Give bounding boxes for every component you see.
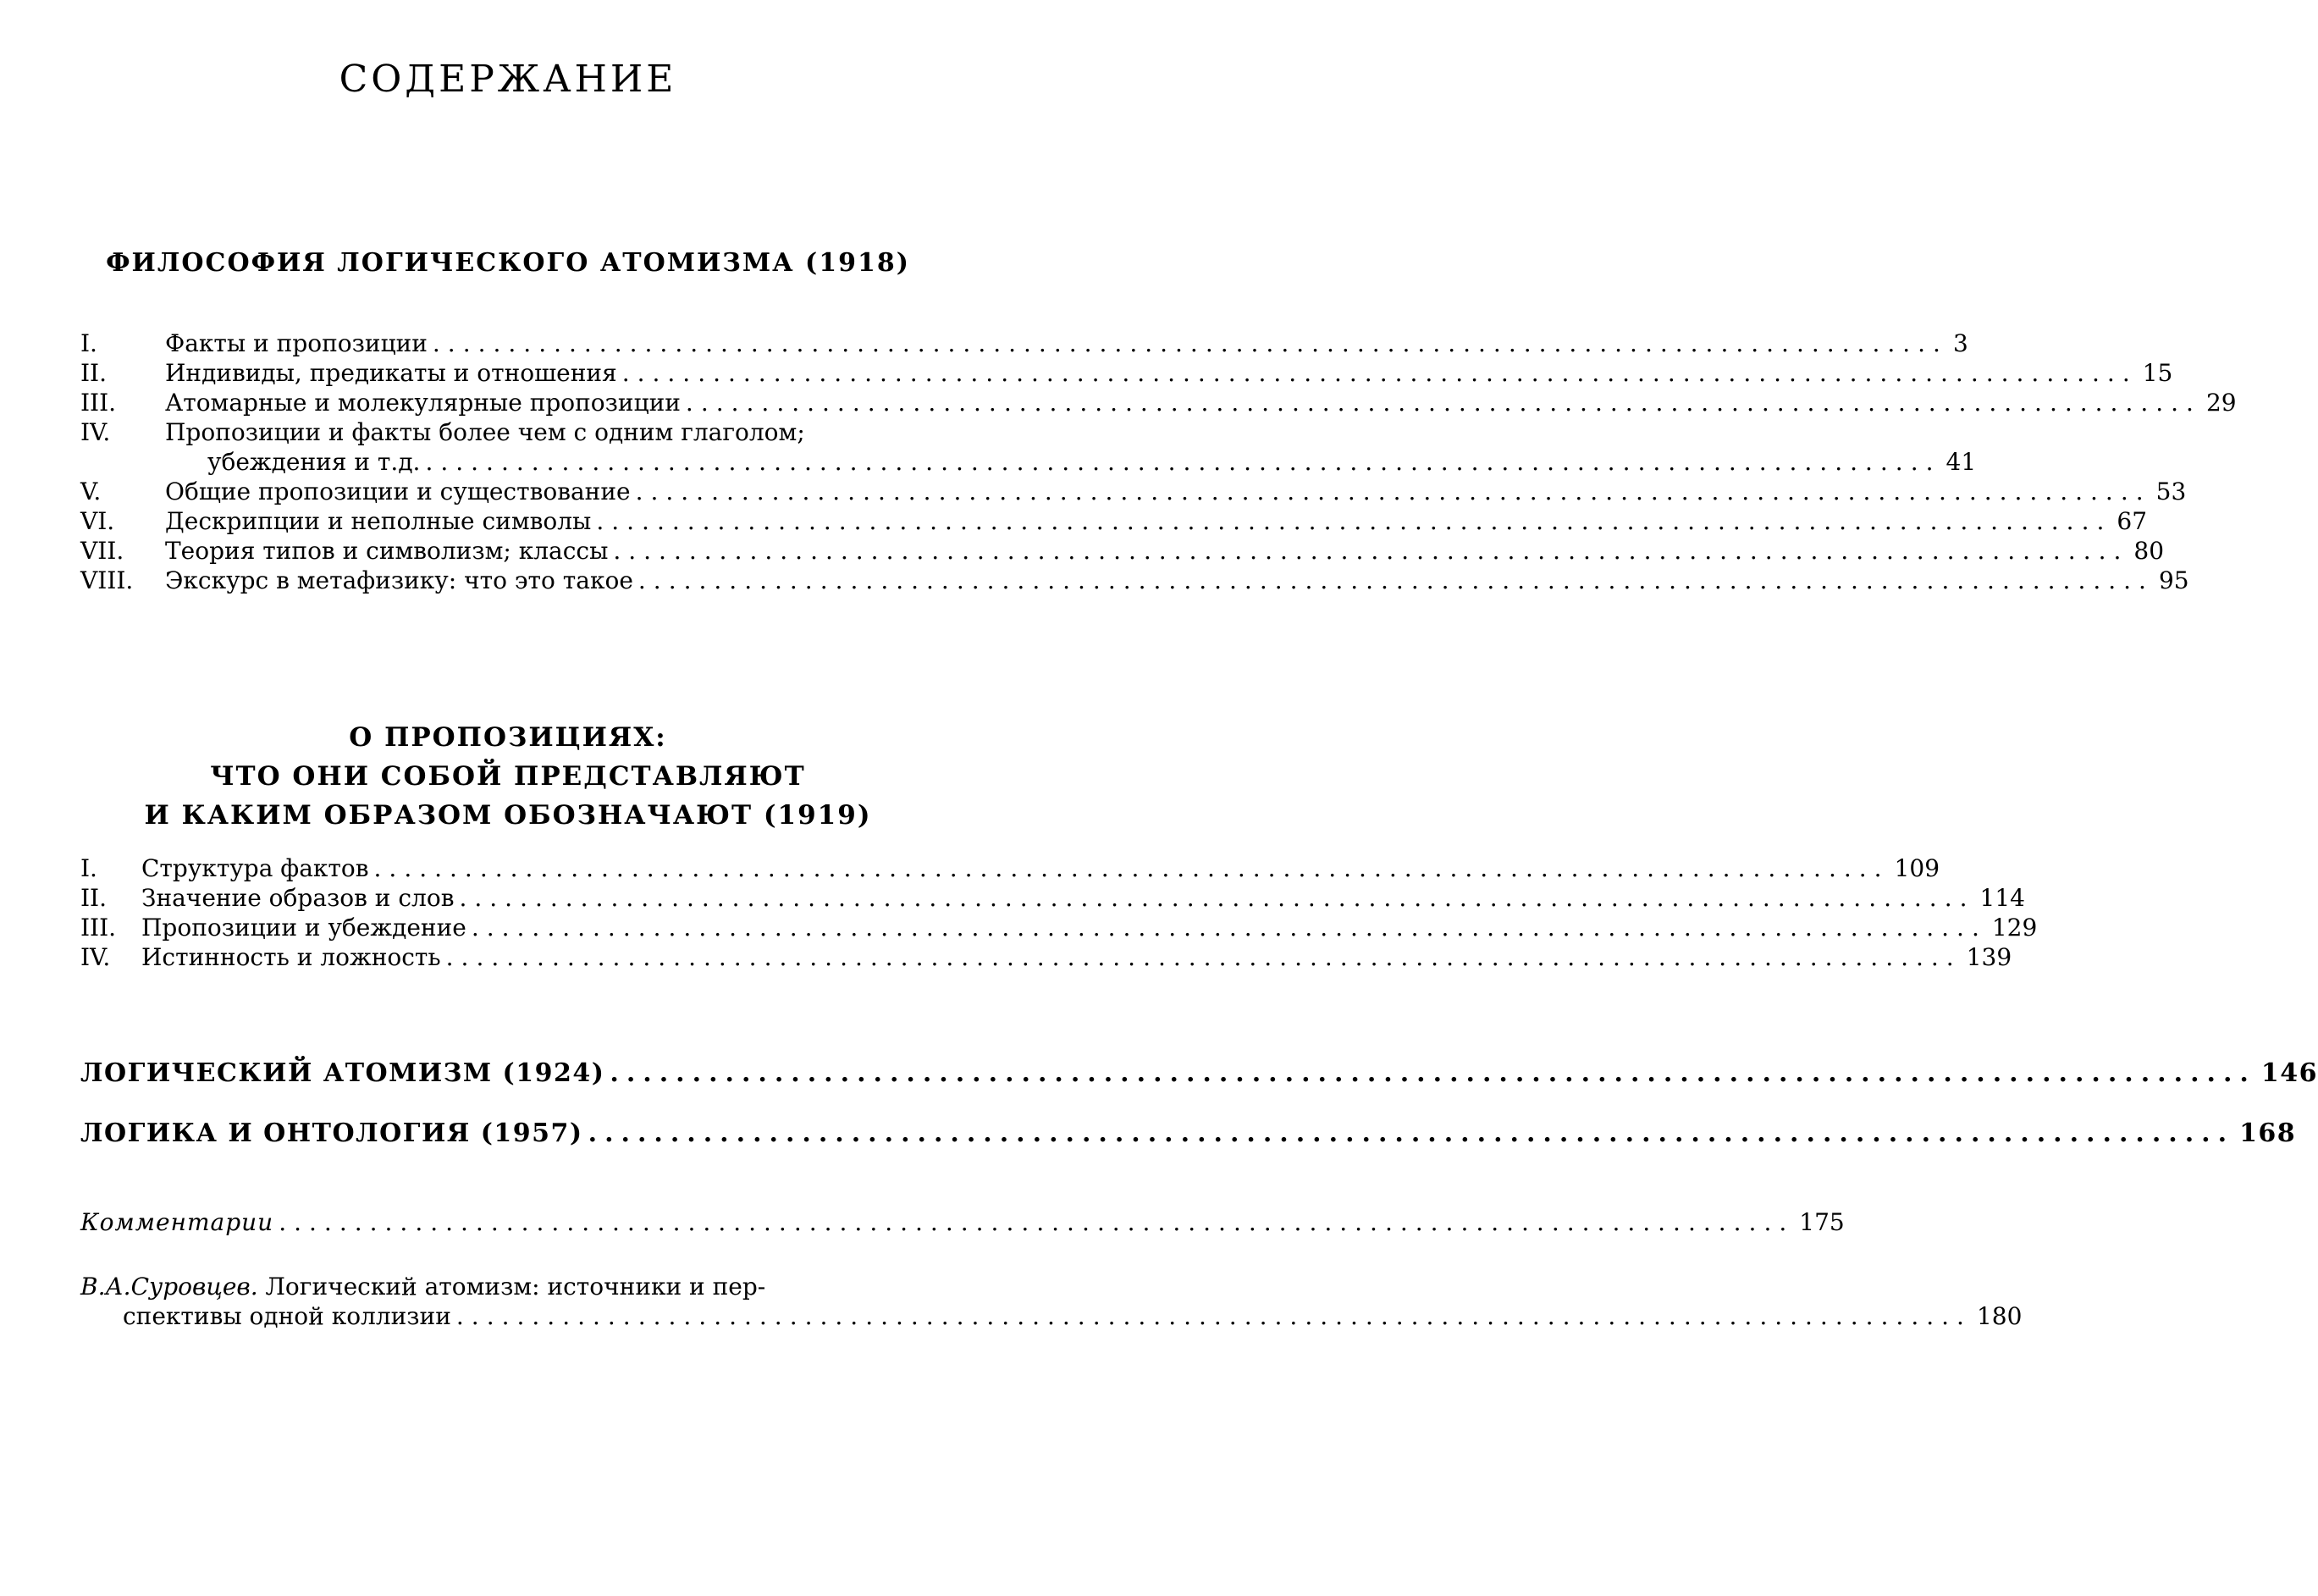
entry-page: 139: [1966, 943, 2012, 971]
toc-entry[interactable]: [80, 566, 2189, 594]
dot-leader: ....................................................................................................: [432, 329, 1948, 357]
entry-title: ЛОГИЧЕСКИЙ АТОМИЗМ (1924): [80, 1058, 605, 1088]
entry-title: ЛОГИКА И ОНТОЛОГИЯ (1957): [80, 1118, 583, 1148]
entry-number: III.: [80, 914, 117, 942]
entry-number: III.: [80, 389, 117, 417]
entry-page: 29: [2205, 389, 2237, 417]
entry-title: Значение образов и слов: [141, 884, 455, 912]
entry-page: 95: [2158, 566, 2189, 594]
entry-number: II.: [80, 359, 108, 387]
entry-page: 80: [2133, 537, 2165, 565]
essay-title: Логический атомизм: источники и пер-: [265, 1273, 766, 1301]
dot-leader: ....................................................................................................: [445, 943, 1962, 971]
entry-title: Факты и пропозиции: [165, 329, 428, 357]
toc-entry[interactable]: [80, 478, 2187, 505]
toc-entry[interactable]: [80, 943, 2012, 971]
entry-page: 180: [1976, 1302, 2023, 1330]
dot-leader: ....................................................................................................: [637, 566, 2154, 594]
dot-leader: ....................................................................................................: [588, 1118, 2235, 1148]
entry-page: 175: [1799, 1208, 1845, 1236]
dot-leader: ....................................................................................................: [613, 537, 2129, 565]
dot-leader: ....................................................................................................: [459, 884, 1975, 912]
dot-leader: ....................................................................................................: [373, 854, 1890, 882]
entry-title: Комментарии: [80, 1208, 274, 1236]
dot-leader: ....................................................................................................: [685, 389, 2201, 417]
entry-title: Истинность и ложность: [141, 943, 441, 971]
entry-page: 67: [2117, 507, 2148, 535]
toc-entry[interactable]: [80, 884, 2025, 912]
entry-page: 168: [2239, 1118, 2297, 1148]
entry-title: Дескрипции и неполные символы: [165, 507, 592, 535]
toc-entry[interactable]: [80, 854, 1940, 882]
entry-title-continuation: убеждения и т.д.: [207, 448, 421, 476]
toc-comments-entry[interactable]: [80, 1208, 1845, 1236]
dot-leader: ....................................................................................................: [471, 914, 1987, 942]
entry-number: II.: [80, 884, 108, 912]
essay-title-continuation: спективы одной коллизии: [123, 1302, 451, 1330]
section-title-2-line-2: ЧТО ОНИ СОБОЙ ПРЕДСТАВЛЯЮТ: [210, 761, 806, 792]
entry-number: VII.: [80, 537, 124, 565]
entry-page: 109: [1894, 854, 1940, 882]
entry-number: VIII.: [80, 566, 134, 594]
entry-title: Пропозиции и факты более чем с одним глаголом;: [165, 418, 805, 446]
essay-author: В.А.Суровцев.: [80, 1273, 258, 1301]
dot-leader: ....................................................................................................: [279, 1208, 1795, 1236]
section-title-2-line-3: И КАКИМ ОБРАЗОМ ОБОЗНАЧАЮТ (1919): [144, 800, 872, 831]
toc-entry-continuation[interactable]: [207, 448, 1977, 476]
toc-entry-first-line[interactable]: [80, 418, 805, 446]
dot-leader: ....................................................................................................: [635, 478, 2151, 505]
entry-number: IV.: [80, 418, 111, 446]
entry-number: V.: [80, 478, 102, 505]
entry-number: VI.: [80, 507, 115, 535]
entry-title: Экскурс в метафизику: что это такое: [165, 566, 633, 594]
entry-page: 146: [2260, 1058, 2318, 1088]
toc-entry[interactable]: [80, 914, 2038, 942]
entry-page: 53: [2155, 478, 2187, 505]
toc-essay-first-line[interactable]: [80, 1275, 765, 1299]
toc-entry[interactable]: [80, 359, 2173, 387]
entry-title: Теория типов и символизм; классы: [165, 537, 609, 565]
entry-page: 129: [1991, 914, 2038, 942]
entry-page: 114: [1979, 884, 2025, 912]
toc-major-entry[interactable]: [80, 1058, 2318, 1088]
dot-leader: ....................................................................................................: [425, 448, 1941, 476]
dot-leader: ....................................................................................................: [621, 359, 2138, 387]
toc-entry[interactable]: [80, 507, 2148, 535]
dot-leader: ....................................................................................................: [610, 1058, 2256, 1088]
toc-entry[interactable]: [80, 389, 2237, 417]
entry-page: 3: [1952, 329, 1968, 357]
toc-essay-continuation[interactable]: [123, 1302, 2023, 1330]
entry-number: I.: [80, 854, 97, 882]
dot-leader: ....................................................................................................: [455, 1302, 1972, 1330]
page-title: СОДЕРЖАНИЕ: [339, 58, 677, 101]
section-title-2-line-1: О ПРОПОЗИЦИЯХ:: [349, 722, 667, 753]
entry-title: Атомарные и молекулярные пропозиции: [165, 389, 681, 417]
entry-number: IV.: [80, 943, 111, 971]
entry-title: Общие пропозиции и существование: [165, 478, 631, 505]
dot-leader: ....................................................................................................: [596, 507, 2112, 535]
entry-title: Индивиды, предикаты и отношения: [165, 359, 617, 387]
entry-page: 41: [1945, 448, 1977, 476]
toc-entry[interactable]: [80, 329, 1968, 357]
entry-title: Структура фактов: [141, 854, 369, 882]
toc-entry[interactable]: [80, 537, 2165, 565]
section-title-1: ФИЛОСОФИЯ ЛОГИЧЕСКОГО АТОМИЗМА (1918): [106, 248, 910, 278]
entry-title: Пропозиции и убеждение: [141, 914, 466, 942]
entry-number: I.: [80, 329, 97, 357]
toc-major-entry[interactable]: [80, 1118, 2297, 1148]
entry-page: 15: [2142, 359, 2173, 387]
